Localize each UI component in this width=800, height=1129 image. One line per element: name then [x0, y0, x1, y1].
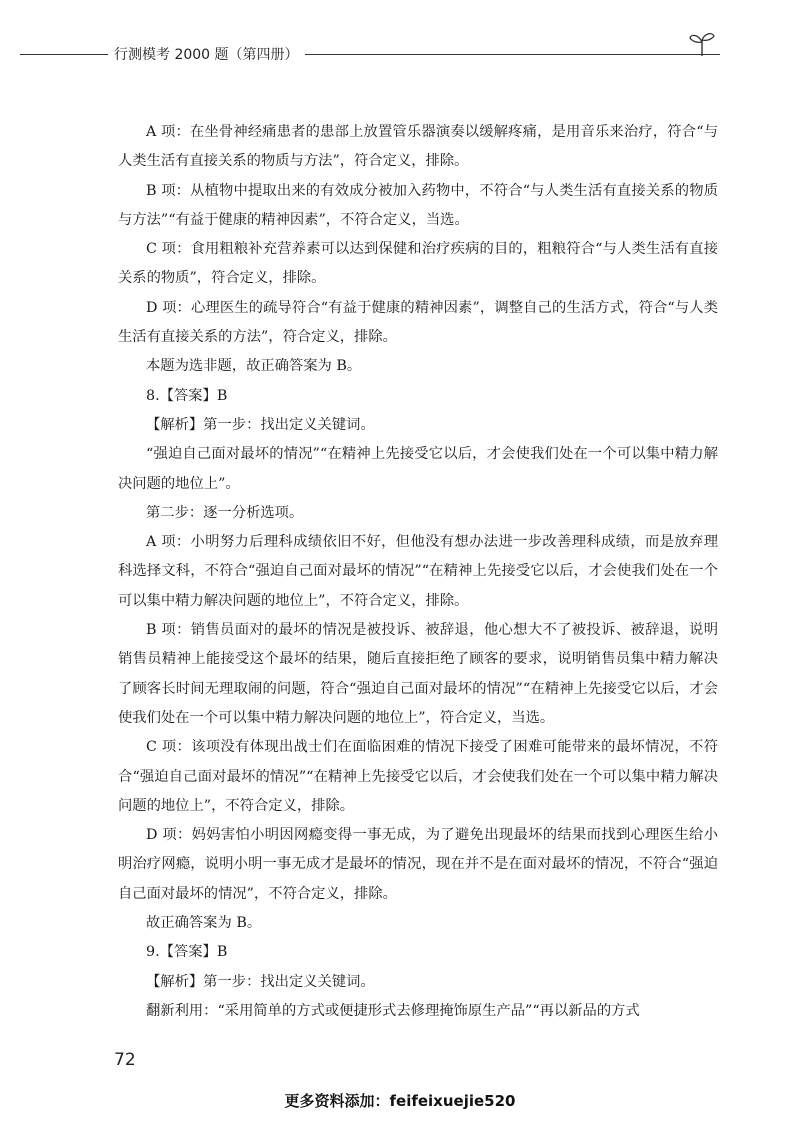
- analysis-step: 【解析】第一步：找出定义关键词。: [146, 416, 375, 433]
- answer-heading: 9.【答案】B: [146, 944, 228, 961]
- article-body: [118, 118, 718, 1026]
- analysis-step: 【解析】第一步：找出定义关键词。: [146, 973, 375, 990]
- header-title: 行测模考 2000 题（第四册）: [114, 47, 299, 63]
- paragraph: B 项：从植物中提取出来的有效成分被加入药物中，不符合“与人类生活有直接关系的物质与方法”“有益于健康的精神因素”，不符合定义，当选。: [118, 182, 718, 228]
- paragraph: 翻新利用：“采用简单的方式或便捷形式去修理掩饰原生产品”“再以新品的方式: [146, 1002, 640, 1019]
- footer-note: 更多资料添加：feifeixuejie520: [284, 1092, 516, 1110]
- header-rule-left: [20, 54, 108, 55]
- answer-heading: 8.【答案】B: [146, 387, 228, 404]
- running-header: [20, 40, 720, 68]
- analysis-step: 第二步：逐一分析选项。: [146, 504, 304, 521]
- paragraph: D 项：心理医生的疏导符合“有益于健康的精神因素”，调整自己的生活方式，符合“与人类生活有直接关系的方法”，符合定义，排除。: [118, 299, 718, 346]
- paragraph: A 项：在坐骨神经痛患者的患部上放置管乐器演奏以缓解疼痛，是用音乐来治疗，符合“与人类生活有直接关系的物质与方法”，符合定义，排除。: [118, 124, 718, 170]
- paragraph: B 项：销售员面对的最坏的情况是被投诉、被辞退，他心想大不了被投诉、被辞退，说明销售员精神上能接受这个最坏的结果，随后直接拒绝了顾客的要求，说明销售员集中精力解决了顾客长时间无理取闹的问题，符合“强迫自己面对最坏的情况”“在精神上先接受它以后，才会使我们处在一个可以集中精力解决问题的地位上”，符合定义，当选。: [118, 622, 718, 726]
- sprout-icon: [688, 30, 716, 58]
- paragraph: A 项：小明努力后理科成绩依旧不好，但他没有想办法进一步改善理科成绩，而是放弃理科选择文科，不符合“强迫自己面对最坏的情况”“在精神上先接受它以后，才会使我们处在一个可以集中精力解决问题的地位上”，不符合定义，排除。: [118, 534, 718, 609]
- paragraph: C 项：该项没有体现出战士们在面临困难的情况下接受了困难可能带来的最坏情况，不符合“强迫自己面对最坏的情况”“在精神上先接受它以后，才会使我们处在一个可以集中精力解决问题的地位上”，不符合定义，排除。: [118, 739, 718, 814]
- paragraph: 故正确答案为 B。: [146, 915, 262, 932]
- paragraph: D 项：妈妈害怕小明因网瘾变得一事无成，为了避免出现最坏的结果而找到心理医生给小明治疗网瘾，说明小明一事无成才是最坏的情况，现在并不是在面对最坏的情况，不符合“强迫自己面对最坏的情况”，不符合定义，排除。: [118, 827, 718, 902]
- header-rule-right: [305, 54, 720, 55]
- paragraph: 本题为选非题，故正确答案为 B。: [146, 358, 362, 375]
- page-number: 72: [114, 1050, 136, 1070]
- paragraph: C 项：食用粗粮补充营养素可以达到保健和治疗疾病的目的，粗粮符合“与人类生活有直接关系的物质”，符合定义，排除。: [118, 241, 718, 287]
- paragraph: “强迫自己面对最坏的情况”“在精神上先接受它以后，才会使我们处在一个可以集中精力解决问题的地位上”。: [118, 446, 718, 492]
